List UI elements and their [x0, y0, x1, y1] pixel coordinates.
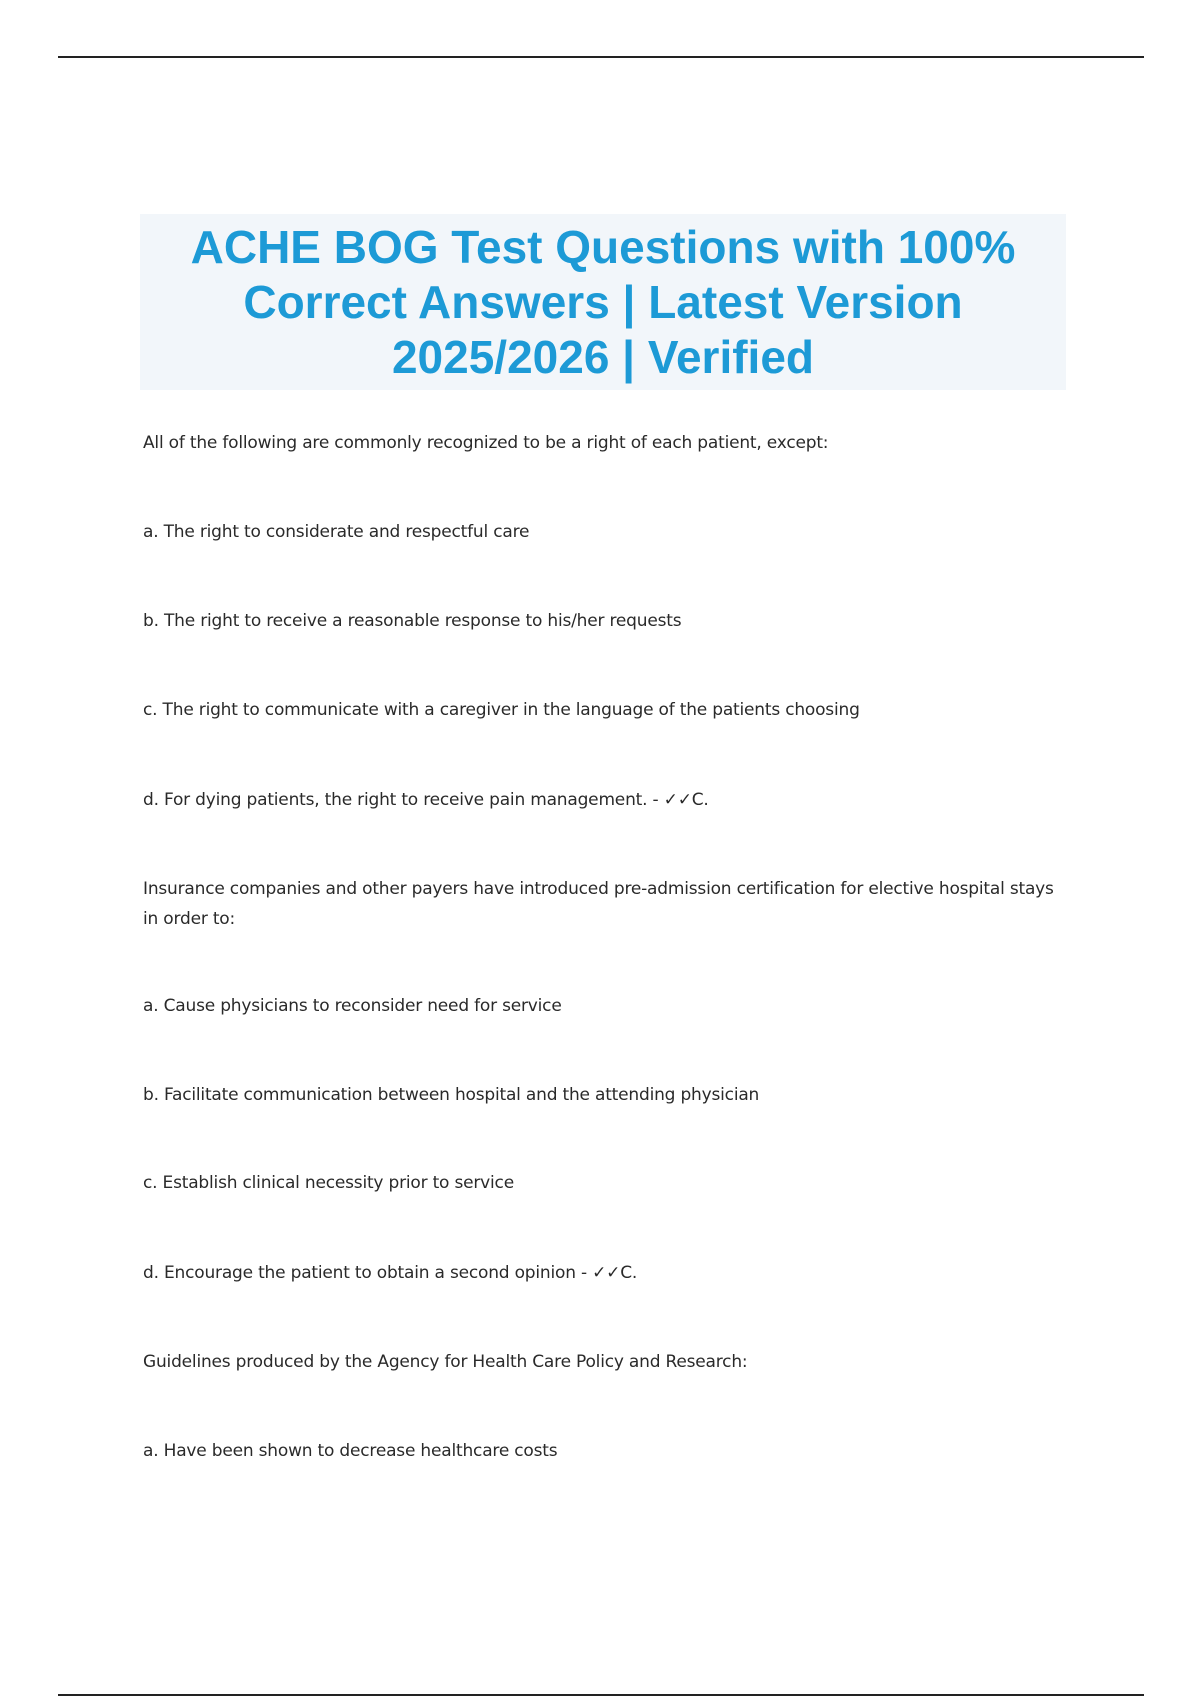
title-banner [140, 214, 1066, 390]
question-1-option-d-answer: d. For dying patients, the right to receive pain management. - ✓✓C. [143, 790, 709, 810]
question-1-option-a: a. The right to considerate and respectful care [143, 522, 530, 542]
question-1-option-b: b. The right to receive a reasonable response to his/her requests [143, 611, 682, 631]
question-2-option-a: a. Cause physicians to reconsider need for service [143, 996, 562, 1016]
question-2-option-d-answer: d. Encourage the patient to obtain a second opinion - ✓✓C. [143, 1263, 638, 1283]
top-rule [58, 56, 1144, 58]
question-3-prompt: Guidelines produced by the Agency for Health Care Policy and Research: [143, 1352, 748, 1372]
document-title: ACHE BOG Test Questions with 100% Correct Answers | Latest Version 2025/2026 | Verified [190, 220, 1016, 383]
question-1-prompt: All of the following are commonly recognized to be a right of each patient, except: [143, 433, 829, 453]
question-3-option-a: a. Have been shown to decrease healthcare costs [143, 1441, 558, 1461]
question-2-prompt: Insurance companies and other payers have introduced pre-admission certification for elective hospital stays in order to: [143, 879, 1054, 929]
question-1-option-c: c. The right to communicate with a caregiver in the language of the patients choosing [143, 700, 860, 720]
bottom-rule [58, 1694, 1144, 1696]
question-2-option-b: b. Facilitate communication between hospital and the attending physician [143, 1085, 760, 1105]
question-2-option-c: c. Establish clinical necessity prior to service [143, 1173, 514, 1193]
